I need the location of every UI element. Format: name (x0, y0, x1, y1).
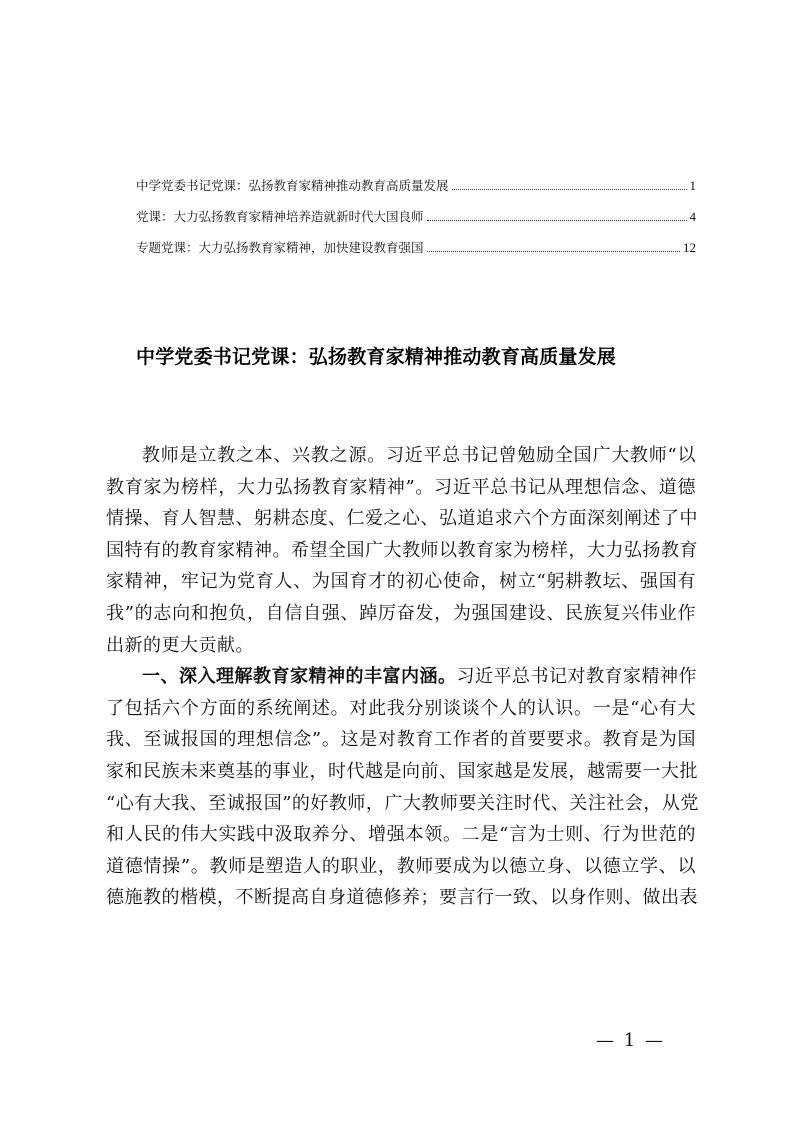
toc-entry-title: 党课：大力弘扬教育家精神培养造就新时代大国良师 (136, 209, 424, 224)
text-line (106, 661, 696, 693)
text-line: 我”的志向和抱负，自信自强、踔厉奋发，为强国建设、民族复兴伟业作 (106, 602, 696, 624)
section-heading: 中学党委书记党课：弘扬教育家精神推动教育高质量发展 (136, 346, 617, 368)
text-line: 教师是立教之本、兴教之源。习近平总书记曾勉励全国广大教师“以 (142, 445, 696, 466)
toc-entry[interactable] (136, 176, 696, 207)
text-line: 家精神，牢记为党育人、为国育才的初心使命，树立“躬耕教坛、强国有 (106, 571, 696, 593)
text-line: 家和民族未来奠基的事业，时代越是向前、国家越是发展，越需要一大批 (106, 760, 698, 782)
text-line: 了包括六个方面的系统阐述。对此我分别谈谈个人的认识。一是“心有大 (106, 697, 696, 719)
text-line: “心有大我、至诚报国”的好教师，广大教师要关注时代、关注社会，从党 (106, 792, 699, 814)
text-line: 道德情操”。教师是塑造人的职业，教师要成为以德立身、以德立学、以 (106, 855, 696, 877)
text-line: 情操、育人智慧、躬耕态度、仁爱之心、弘道追求六个方面深刻阐述了中 (106, 508, 698, 530)
toc-entry[interactable] (136, 238, 696, 269)
body-text (106, 440, 699, 914)
toc-entry-page: 12 (683, 240, 696, 255)
toc-entry-title: 专题党课：大力弘扬教育家精神，加快建设教育强国 (136, 240, 424, 255)
text-line: 我、至诚报国的理想信念”。这是对教育工作者的首要要求。教育是为国 (106, 729, 696, 751)
toc-leader-dots (427, 251, 680, 252)
toc-entry-page: 1 (689, 178, 696, 193)
text-line: 出新的更大贡献。 (106, 634, 254, 656)
text-line: 教育家为榜样，大力弘扬教育家精神”。习近平总书记从理想信念、道德 (106, 476, 696, 498)
toc-leader-dots (452, 189, 687, 190)
toc-leader-dots (427, 220, 687, 221)
toc-entry-page: 4 (689, 209, 696, 224)
text-line: 和人民的伟大实践中汲取养分、增强本领。二是“言为士则、行为世范的 (106, 824, 696, 846)
toc-entry[interactable] (136, 207, 696, 238)
table-of-contents (136, 176, 696, 269)
text-line: 国特有的教育家精神。希望全国广大教师以教育家为榜样，大力弘扬教育 (106, 539, 698, 561)
paragraph-lead: 一、深入理解教育家精神的丰富内涵。 (142, 666, 457, 688)
page-number: — 1 — (596, 1030, 665, 1051)
toc-entry-title: 中学党委书记党课：弘扬教育家精神推动教育高质量发展 (136, 178, 449, 193)
paragraph-text: 习近平总书记对教育家精神作 (456, 666, 697, 688)
text-line: 德施教的楷模，不断提高自身道德修养；要言行一致、以身作则、做出表 (106, 887, 698, 909)
